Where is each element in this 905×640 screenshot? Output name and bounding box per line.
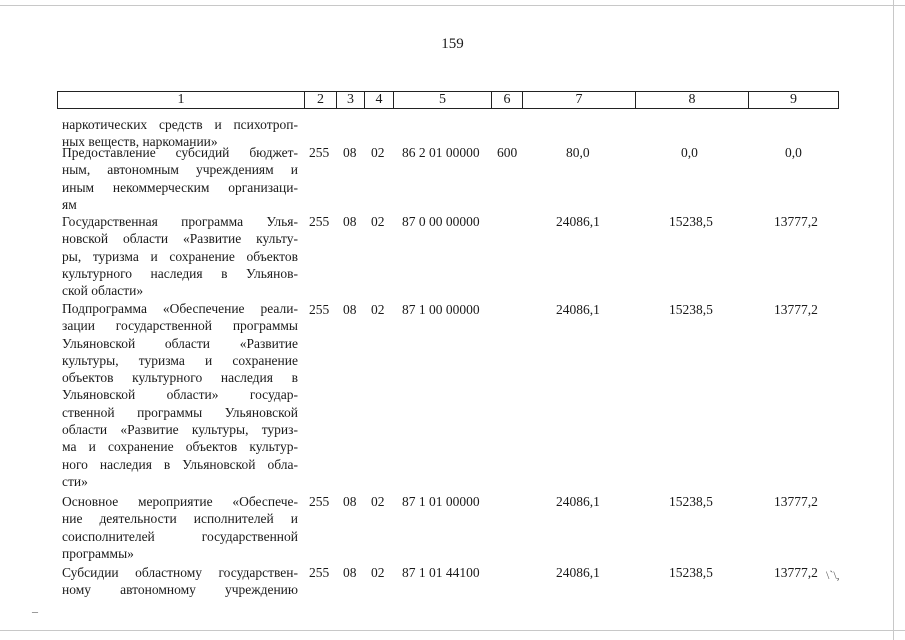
scan-frame-top bbox=[0, 5, 905, 6]
header-cell-7: 7 bbox=[523, 92, 636, 108]
cell-amount-7: 24086,1 bbox=[556, 494, 600, 509]
cell-amount-9: 13777,2 bbox=[774, 302, 818, 317]
cell-subsection: 02 bbox=[371, 145, 385, 160]
scan-frame-right bbox=[893, 0, 894, 640]
desc-line: области «Развитие культуры, туриз- bbox=[62, 422, 298, 438]
cell-subsection: 02 bbox=[371, 494, 385, 509]
cell-amount-8: 15238,5 bbox=[669, 494, 713, 509]
desc-line: ры, туризма и сохранение объектов bbox=[62, 248, 298, 264]
cell-section: 08 bbox=[343, 302, 357, 317]
desc-line: Субсидии областному государствен- bbox=[62, 565, 298, 580]
header-cell-2: 2 bbox=[305, 92, 337, 108]
table-row-desc bbox=[62, 493, 298, 562]
scan-speck: ‒ bbox=[32, 604, 38, 618]
cell-target-article: 86 2 01 00000 bbox=[402, 145, 480, 160]
cell-chapter: 255 bbox=[309, 145, 330, 160]
header-cell-8: 8 bbox=[636, 92, 749, 108]
desc-line: объектов культурного наследия в bbox=[62, 370, 298, 386]
table-header-row bbox=[57, 91, 839, 109]
desc-line: ного наследия в Ульяновской обла- bbox=[62, 456, 298, 472]
cell-subsection: 02 bbox=[371, 565, 385, 580]
cell-section: 08 bbox=[343, 565, 357, 580]
desc-line: ных веществ, наркомании» bbox=[62, 134, 218, 150]
cell-amount-9: 0,0 bbox=[785, 145, 802, 160]
cell-target-article: 87 1 00 00000 bbox=[402, 302, 480, 317]
desc-line: программы» bbox=[62, 545, 134, 561]
desc-line: культуры, туризма и сохранение bbox=[62, 352, 298, 368]
desc-line: ской области» bbox=[62, 283, 144, 299]
desc-line: соисполнителей государственной bbox=[62, 528, 298, 544]
desc-line: зации государственной программы bbox=[62, 318, 298, 334]
desc-line: Ульяновской области» государ- bbox=[62, 387, 298, 403]
table-row-desc bbox=[62, 564, 298, 599]
cell-subsection: 02 bbox=[371, 302, 385, 317]
desc-line: ние деятельности исполнителей и bbox=[62, 511, 298, 527]
desc-line: иным некоммерческим организаци- bbox=[62, 179, 298, 195]
desc-line: Ульяновской области «Развитие bbox=[62, 335, 298, 351]
cell-target-article: 87 1 01 44100 bbox=[402, 565, 480, 580]
scan-frame-bottom bbox=[0, 630, 905, 631]
desc-line: культурного наследия в Ульянов- bbox=[62, 265, 298, 281]
cell-chapter: 255 bbox=[309, 214, 330, 229]
desc-line: ственной программы Ульяновской bbox=[62, 404, 298, 420]
table-row-desc bbox=[62, 213, 298, 299]
header-cell-6: 6 bbox=[492, 92, 523, 108]
cell-amount-8: 0,0 bbox=[681, 145, 698, 160]
table-row-desc bbox=[62, 300, 298, 490]
cell-target-article: 87 1 01 00000 bbox=[402, 494, 480, 509]
scan-speck: \`\, bbox=[826, 568, 840, 582]
header-cell-3: 3 bbox=[337, 92, 365, 108]
header-cell-5: 5 bbox=[394, 92, 492, 108]
cell-amount-7: 80,0 bbox=[566, 145, 590, 160]
desc-line: ма и сохранение объектов культур- bbox=[62, 439, 298, 455]
cell-expense-type: 600 bbox=[497, 145, 518, 160]
desc-line: ям bbox=[62, 196, 77, 212]
cell-amount-8: 15238,5 bbox=[669, 565, 713, 580]
cell-amount-8: 15238,5 bbox=[669, 214, 713, 229]
header-cell-1: 1 bbox=[58, 92, 305, 108]
desc-line: сти» bbox=[62, 473, 88, 489]
cell-chapter: 255 bbox=[309, 565, 330, 580]
cell-section: 08 bbox=[343, 214, 357, 229]
cell-amount-7: 24086,1 bbox=[556, 565, 600, 580]
table-row-desc bbox=[62, 144, 298, 213]
header-cell-4: 4 bbox=[365, 92, 394, 108]
header-cell-9: 9 bbox=[790, 92, 797, 107]
page-number: 159 bbox=[441, 36, 464, 52]
cell-subsection: 02 bbox=[371, 214, 385, 229]
cell-chapter: 255 bbox=[309, 494, 330, 509]
cell-amount-7: 24086,1 bbox=[556, 302, 600, 317]
cell-amount-7: 24086,1 bbox=[556, 214, 600, 229]
cell-amount-9: 13777,2 bbox=[774, 565, 818, 580]
desc-line: новской области «Развитие культу- bbox=[62, 231, 298, 247]
desc-line: Подпрограмма «Обеспечение реали- bbox=[62, 301, 298, 316]
cell-section: 08 bbox=[343, 494, 357, 509]
cell-amount-9: 13777,2 bbox=[774, 214, 818, 229]
desc-line: наркотических средств и психотроп- bbox=[62, 117, 298, 132]
desc-line: Предоставление субсидий бюджет- bbox=[62, 145, 298, 160]
cell-chapter: 255 bbox=[309, 302, 330, 317]
desc-line: ному автономному учреждению bbox=[62, 582, 298, 598]
cell-target-article: 87 0 00 00000 bbox=[402, 214, 480, 229]
desc-line: Основное мероприятие «Обеспече- bbox=[62, 494, 298, 509]
desc-line: Государственная программа Улья- bbox=[62, 214, 298, 229]
cell-amount-9: 13777,2 bbox=[774, 494, 818, 509]
cell-section: 08 bbox=[343, 145, 357, 160]
desc-line: ным, автономным учреждениям и bbox=[62, 162, 298, 178]
cell-amount-8: 15238,5 bbox=[669, 302, 713, 317]
